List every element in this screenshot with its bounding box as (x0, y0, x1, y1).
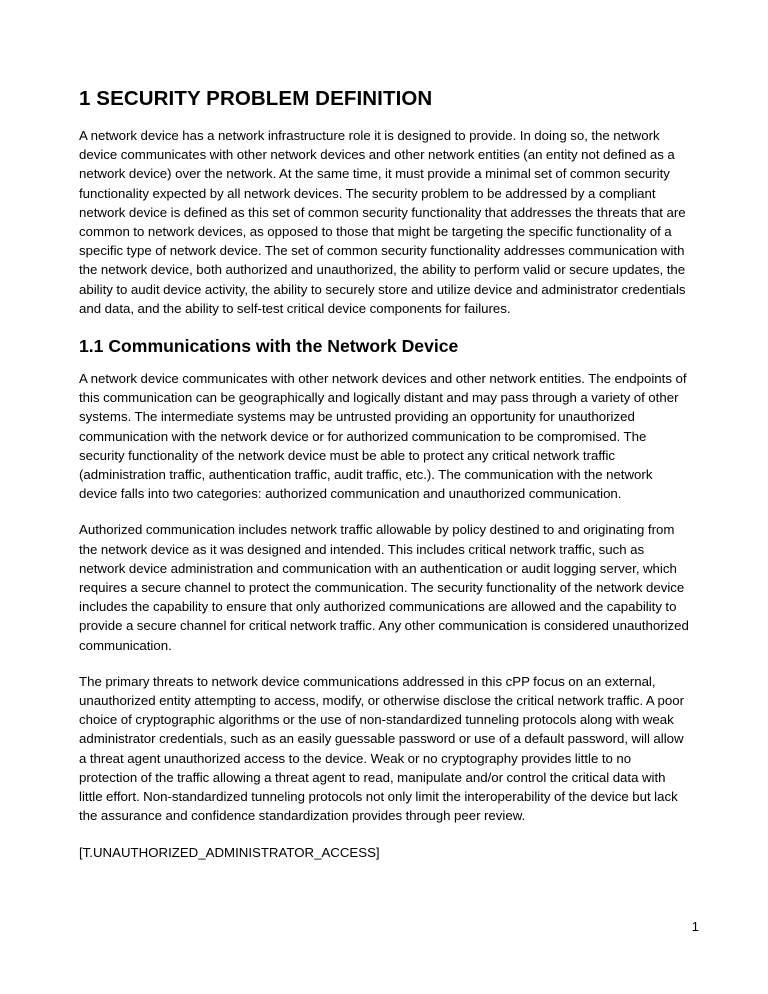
subsection-heading: 1.1 Communications with the Network Device (79, 336, 459, 357)
body-paragraph: Authorized communication includes network traffic allowable by policy destined to and originating from the network device as it was designed and intended. This includes critical network traffic, such as network device administration and communication with an authentication or audit logging server, which requires a secure channel to protect the communication. The security functionality of the network device includes the capability to ensure that only authorized communications are allowed and the capability to provide a secure channel for critical network traffic. Any other communication is considered unauthorized communication. (79, 522, 689, 653)
section-heading: 1 SECURITY PROBLEM DEFINITION (79, 87, 433, 110)
page-number: 1 (691, 919, 699, 934)
intro-paragraph: A network device has a network infrastructure role it is designed to provide. In doing so, the network device communicates with other network devices and other network entities (an entity not defined as a network device) over the network. At the same time, it must provide a minimal set of common security functionality expected by all network devices. The security problem to be addressed by a compliant network device is defined as this set of common security functionality that addresses the threats that are common to network devices, as opposed to those that might be targeting the specific functionality of a specific type of network device. The set of common security functionality addresses communication with the network device, both authorized and unauthorized, the ability to perform valid or secure updates, the ability to audit device activity, the ability to securely store and utilize device and administrator credentials and data, and the ability to self-test critical device components for failures. (79, 128, 686, 316)
body-paragraph: The primary threats to network device communications addressed in this cPP focus on an external, unauthorized entity attempting to access, modify, or otherwise disclose the critical network traffic. A poor choice of cryptographic algorithms or the use of non-standardized tunneling protocols along with weak administrator credentials, such as an easily guessable password or use of a default password, will allow a threat agent unauthorized access to the device. Weak or no cryptography provides little to no protection of the traffic allowing a threat agent to read, manipulate and/or control the critical data with little effort. Non-standardized tunneling protocols not only limit the interoperability of the device but lack the assurance and confidence standardization provides through peer review. (79, 673, 685, 824)
threat-identifier: [T.UNAUTHORIZED_ADMINISTRATOR_ACCESS] (79, 844, 380, 860)
body-paragraph: A network device communicates with other network devices and other network entities. The endpoints of this communication can be geographically and logically distant and may pass through a variety of other systems. The intermediate systems may be untrusted providing an opportunity for unauthorized communication with the network device or for authorized communication to be compromised. The security functionality of the network device must be able to protect any critical network traffic (administration traffic, authentication traffic, audit traffic, etc.). The communication with the network device falls into two categories: authorized communication and unauthorized communication. (79, 371, 687, 502)
page-content (79, 86, 691, 862)
